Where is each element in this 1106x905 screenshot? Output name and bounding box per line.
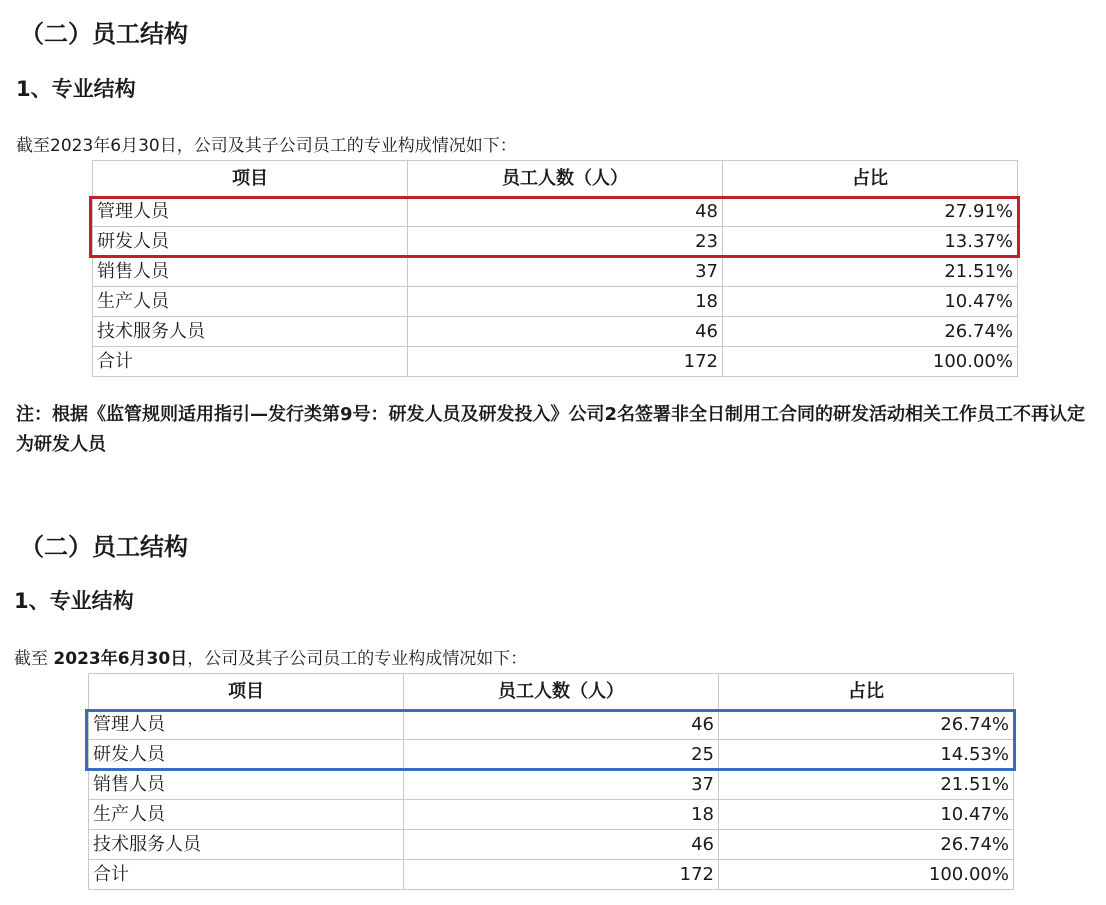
row-label: 销售人员	[89, 770, 404, 800]
row-ratio: 21.51%	[719, 770, 1014, 800]
table-total-row	[89, 860, 1014, 890]
row-count: 172	[408, 347, 723, 377]
row-ratio: 13.37%	[723, 227, 1018, 257]
row-label: 销售人员	[93, 257, 408, 287]
intro-text-2	[14, 644, 527, 669]
header-item: 项目	[89, 674, 404, 710]
row-ratio: 26.74%	[719, 710, 1014, 740]
row-label: 合计	[93, 347, 408, 377]
staff-table-1	[92, 160, 1018, 377]
table-row	[89, 800, 1014, 830]
note-text: 注：根据《监管规则适用指引—发行类第9号：研发人员及研发投入》公司2名签署非全日制用工合同的研发活动相关工作员工不再认定为研发人员	[16, 404, 1086, 455]
row-label: 技术服务人员	[93, 317, 408, 347]
row-ratio: 10.47%	[723, 287, 1018, 317]
row-label: 生产人员	[93, 287, 408, 317]
sub-title-2: 1、专业结构	[14, 589, 134, 613]
section-title-1: （二）员工结构	[20, 20, 188, 48]
row-count: 37	[404, 770, 719, 800]
table-row	[93, 197, 1018, 227]
row-label: 合计	[89, 860, 404, 890]
row-count: 18	[408, 287, 723, 317]
row-label: 技术服务人员	[89, 830, 404, 860]
table-total-row	[93, 347, 1018, 377]
row-count: 23	[408, 227, 723, 257]
section-title-2: （二）员工结构	[20, 533, 188, 561]
row-ratio: 27.91%	[723, 197, 1018, 227]
row-count: 46	[404, 710, 719, 740]
row-ratio: 10.47%	[719, 800, 1014, 830]
row-label: 生产人员	[89, 800, 404, 830]
row-count: 18	[404, 800, 719, 830]
table-row	[89, 770, 1014, 800]
table-row	[89, 830, 1014, 860]
row-ratio: 26.74%	[723, 317, 1018, 347]
table-row	[89, 710, 1014, 740]
table-header-row	[93, 161, 1018, 197]
row-ratio: 100.00%	[719, 860, 1014, 890]
row-ratio: 14.53%	[719, 740, 1014, 770]
header-ratio: 占比	[719, 674, 1014, 710]
row-ratio: 26.74%	[719, 830, 1014, 860]
header-item: 项目	[93, 161, 408, 197]
table-row	[93, 317, 1018, 347]
sub-title-1: 1、专业结构	[16, 77, 136, 101]
table-row	[89, 740, 1014, 770]
header-count: 员工人数（人）	[408, 161, 723, 197]
header-count: 员工人数（人）	[404, 674, 719, 710]
intro-prefix: 截至	[14, 649, 54, 669]
row-ratio: 100.00%	[723, 347, 1018, 377]
table-header-row	[89, 674, 1014, 710]
row-count: 46	[408, 317, 723, 347]
row-label: 研发人员	[89, 740, 404, 770]
table-row	[93, 227, 1018, 257]
header-ratio: 占比	[723, 161, 1018, 197]
row-label: 管理人员	[89, 710, 404, 740]
row-ratio: 21.51%	[723, 257, 1018, 287]
intro-text-1: 截至2023年6月30日，公司及其子公司员工的专业构成情况如下：	[16, 136, 517, 156]
row-label: 研发人员	[93, 227, 408, 257]
intro-suffix: ，公司及其子公司员工的专业构成情况如下：	[187, 649, 528, 669]
intro-date: 2023年6月30日	[53, 649, 188, 669]
row-label: 管理人员	[93, 197, 408, 227]
row-count: 37	[408, 257, 723, 287]
row-count: 48	[408, 197, 723, 227]
table-row	[93, 287, 1018, 317]
staff-table-2	[88, 673, 1014, 890]
row-count: 46	[404, 830, 719, 860]
row-count: 25	[404, 740, 719, 770]
row-count: 172	[404, 860, 719, 890]
table-row	[93, 257, 1018, 287]
